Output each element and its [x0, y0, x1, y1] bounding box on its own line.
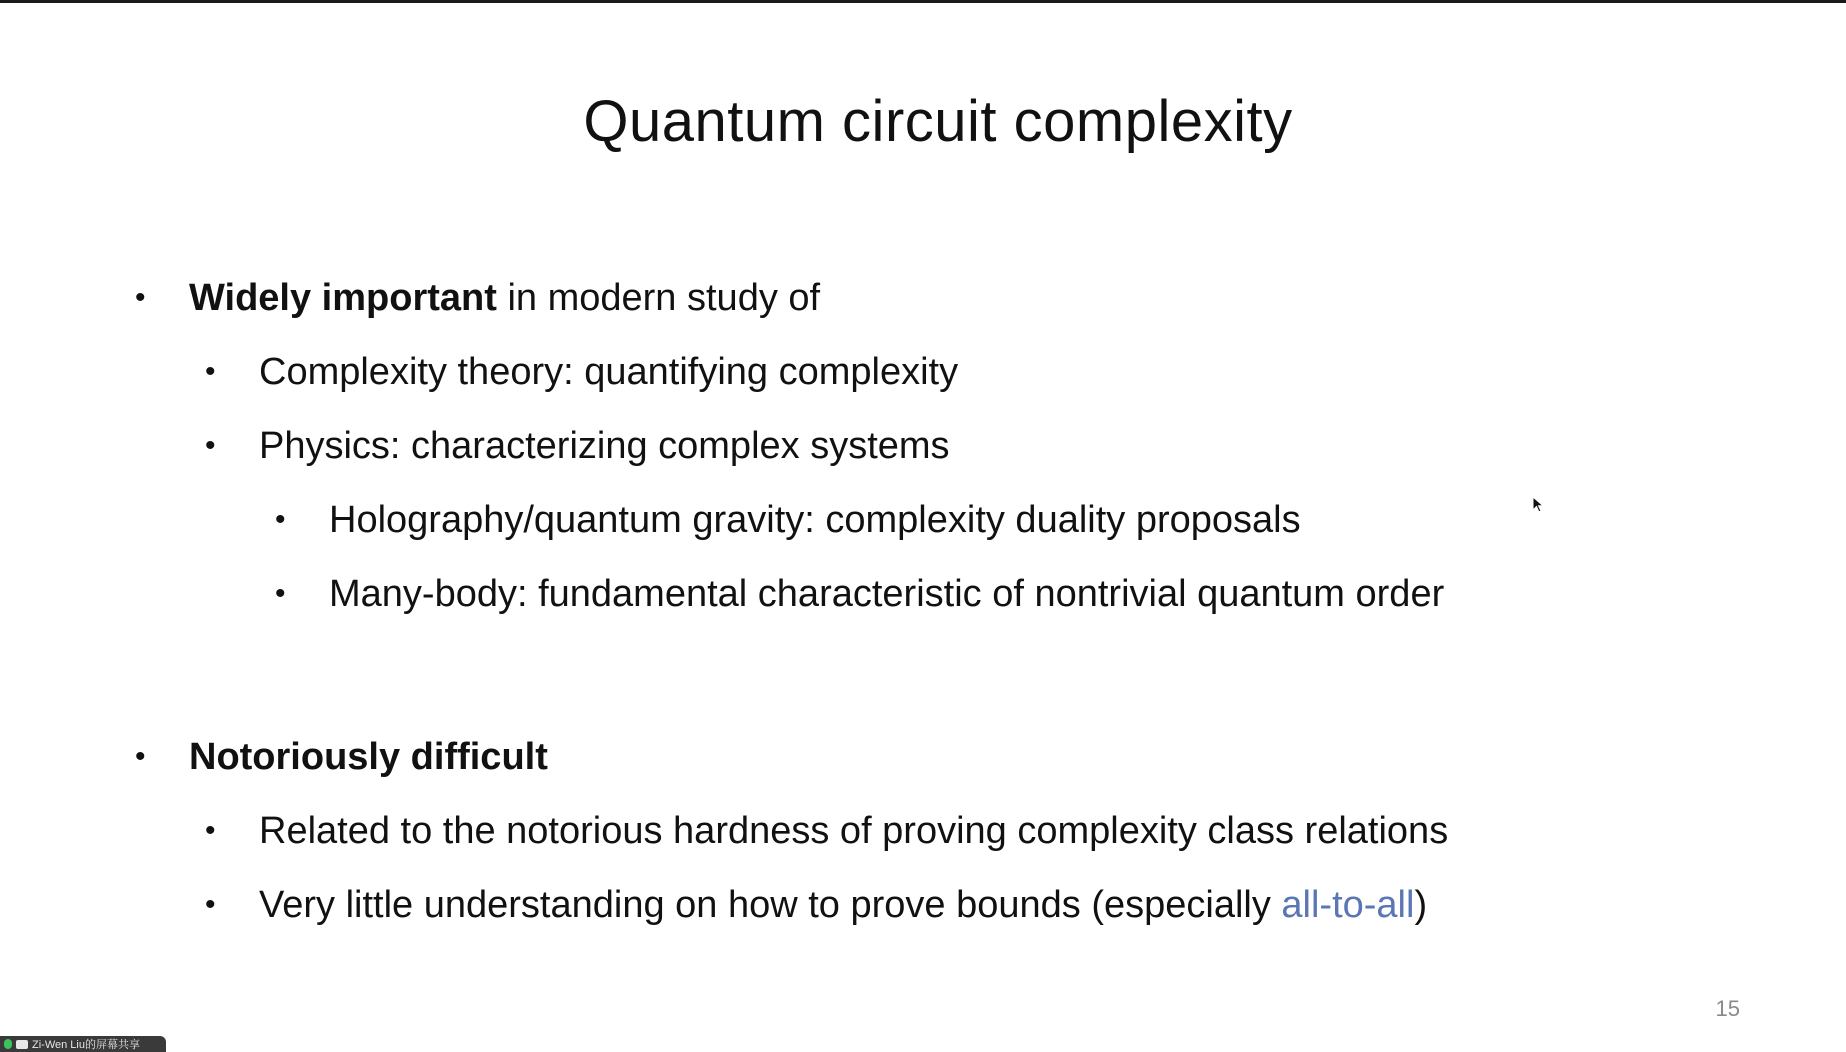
all-to-all-highlight: all-to-all — [1281, 884, 1415, 926]
bullet-text: Very little understanding on how to prove bounds (especially — [259, 884, 1282, 926]
bullet-bold-text: Notoriously difficult — [189, 736, 548, 778]
bullet-dot: • — [275, 503, 286, 536]
bullet-text: Holography/quantum gravity: complexity duality proposals — [329, 499, 1301, 541]
bullet-dot: • — [205, 814, 216, 847]
bullet-text-end: ) — [1414, 884, 1428, 926]
bullet-widely-important — [135, 276, 821, 320]
subbullet-physics — [205, 424, 950, 468]
bullet-dot: • — [205, 429, 216, 462]
bullet-text: Physics: characterizing complex systems — [259, 425, 950, 467]
mouse-cursor-icon — [1532, 496, 1546, 514]
bullet-text: in modern study of — [496, 277, 821, 319]
bullet-dot: • — [205, 888, 216, 921]
bullet-dot: • — [275, 577, 286, 610]
subbullet-bounds — [205, 883, 1428, 927]
bullet-text: Complexity theory: quantifying complexity — [259, 351, 959, 393]
bullet-dot: • — [135, 740, 146, 773]
bullet-text: Related to the notorious hardness of proving complexity class relations — [259, 810, 1449, 852]
screen-share-icon — [16, 1040, 28, 1049]
subbullet-hardness — [205, 809, 1449, 853]
screen-share-badge[interactable] — [0, 1036, 166, 1052]
bullet-notoriously-difficult — [135, 735, 548, 779]
screen-share-label: Zi-Wen Liu的屏幕共享 — [32, 1039, 140, 1051]
top-border — [0, 0, 1846, 3]
microphone-icon — [4, 1039, 12, 1049]
bullet-dot: • — [135, 281, 146, 314]
subbullet-complexity-theory — [205, 350, 959, 394]
subbullet-many-body — [275, 572, 1445, 616]
slide-title: Quantum circuit complexity — [583, 89, 1293, 154]
bullet-text: Many-body: fundamental characteristic of nontrivial quantum order — [329, 573, 1445, 615]
bullet-bold-text: Widely important — [189, 277, 497, 319]
slide-number: 15 — [1715, 996, 1740, 1021]
subbullet-holography — [275, 498, 1301, 542]
bullet-dot: • — [205, 355, 216, 388]
